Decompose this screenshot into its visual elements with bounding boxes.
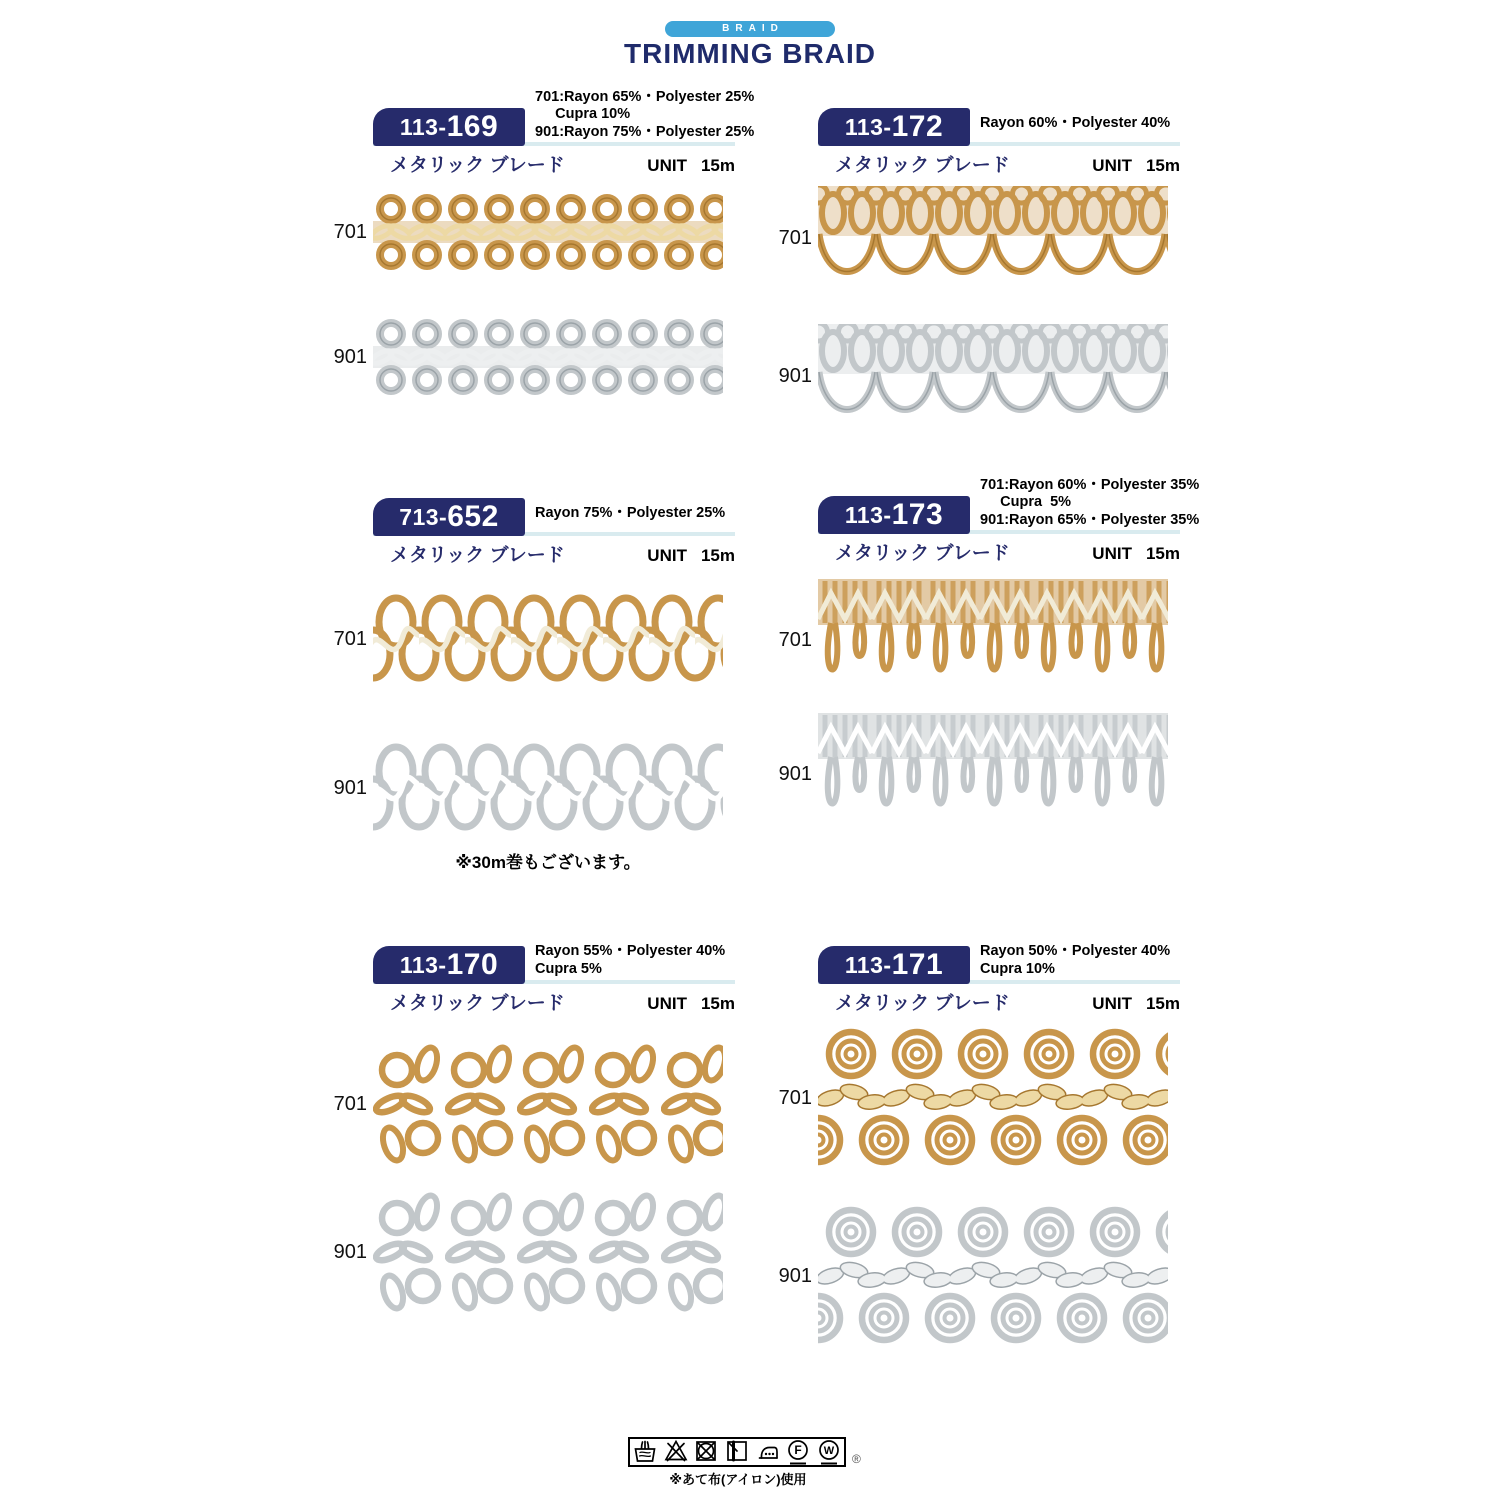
item-number-prefix: 113- [844,113,892,140]
composition-line: 701:Rayon 60%・Polyester 35% [980,476,1200,493]
hand-wash-icon [633,1438,657,1466]
braid-photo [373,194,723,270]
product-block [330,922,735,1318]
name-row [775,988,1180,1016]
braid-photo [373,592,723,686]
braid-photo [373,319,723,395]
item-number-main: 172 [891,110,944,143]
braid-photo [818,579,1168,701]
item-number-main: 173 [891,498,944,531]
braid-photo [818,1206,1168,1346]
variant-row-701 [330,592,735,686]
care-symbols-box [628,1437,846,1467]
product-header [775,922,1180,984]
name-row [775,538,1180,566]
item-number-prefix: 713- [399,503,448,530]
composition-line: Cupra 5% [980,494,1072,511]
composition-line: Rayon 55%・Polyester 40% [535,943,726,960]
variant-code-label: 901 [333,345,367,368]
product-block [775,922,1180,1346]
registered-trademark-symbol: ® [852,1452,861,1466]
composition-line: Rayon 60%・Polyester 40% [980,114,1171,131]
variant-row-901 [775,1206,1180,1346]
page-title: TRIMMING BRAID [624,38,876,69]
composition-line: 901:Rayon 75%・Polyester 25% [535,123,755,140]
wet-clean-w-icon [817,1438,841,1466]
unit-info [647,546,735,566]
product-name: メタリック ブレード [390,155,565,176]
braid-photo [373,741,723,835]
composition-line: 701:Rayon 65%・Polyester 25% [535,88,755,105]
unit-info [1092,156,1180,176]
product-name: メタリック ブレード [835,993,1010,1014]
item-number-prefix: 113- [844,501,892,528]
variant-code-label: 701 [333,627,367,650]
braid-photo [373,1186,723,1318]
composition [980,943,1182,978]
unit-info [1092,544,1180,564]
unit-value: 15m [700,546,735,565]
item-number-main: 170 [446,948,499,981]
item-number-badge [373,946,525,984]
do-not-bleach-icon [664,1438,688,1466]
name-row [330,540,735,568]
product-name: メタリック ブレード [835,543,1010,564]
product-header [330,84,755,146]
product-block [775,472,1200,835]
do-not-tumble-dry-icon [694,1438,718,1466]
unit-info [647,156,735,176]
name-row [330,150,735,178]
braid-photo [818,186,1168,290]
product-name: メタリック ブレード [390,993,565,1014]
unit-label: UNIT [1092,544,1132,563]
composition-line: Cupra 10% [535,106,631,123]
variant-code-label: 701 [778,226,812,249]
composition [535,505,737,522]
product-header [330,474,735,536]
variant-row-901 [775,324,1180,428]
variant-code-label: 701 [778,628,812,651]
svg-text:F: F [794,1443,802,1458]
product-name: メタリック ブレード [835,155,1010,176]
braid-photo [818,324,1168,428]
product-block [775,84,1180,428]
variant-row-901 [330,319,735,395]
unit-info [1092,994,1180,1014]
product-header [775,472,1200,534]
item-number-main: 169 [446,110,499,143]
variant-row-901 [330,1186,735,1318]
variant-row-701 [330,194,735,270]
variant-code-label: 901 [333,1240,367,1263]
item-number-prefix: 113- [399,951,447,978]
unit-label: UNIT [647,546,687,565]
item-number-badge [818,108,970,146]
item-number-main: 171 [891,948,944,981]
variant-code-label: 701 [333,220,367,243]
variant-row-701 [330,1038,735,1170]
composition [980,115,1182,132]
product-header [775,84,1180,146]
composition [535,943,737,978]
composition-line: Cupra 10% [980,960,1055,977]
unit-value: 15m [700,994,735,1013]
page-header [0,18,1500,70]
product-block [330,474,735,873]
name-row [330,988,735,1016]
composition [980,476,1200,529]
unit-value: 15m [1145,544,1180,563]
iron-with-cloth-icon [756,1438,780,1466]
variant-code-label: 901 [333,776,367,799]
composition-line: 901:Rayon 65%・Polyester 35% [980,511,1200,528]
svg-text:W: W [823,1445,834,1458]
braid-category-pill: BRAID [665,21,835,37]
unit-label: UNIT [647,994,687,1013]
name-row [775,150,1180,178]
unit-info [647,994,735,1014]
shade-dry-icon [725,1438,749,1466]
item-number-badge [818,496,970,534]
item-number-prefix: 113- [844,951,892,978]
unit-value: 15m [1145,156,1180,175]
item-number-main: 652 [447,500,499,533]
unit-label: UNIT [1092,994,1132,1013]
variant-code-label: 701 [333,1092,367,1115]
unit-value: 15m [1145,994,1180,1013]
product-header [330,922,735,984]
composition-line: Rayon 75%・Polyester 25% [535,504,726,521]
composition [535,88,755,141]
unit-label: UNIT [647,156,687,175]
item-number-prefix: 113- [399,113,447,140]
variant-code-label: 701 [778,1086,812,1109]
variant-code-label: 901 [778,364,812,387]
unit-value: 15m [700,156,735,175]
care-caption: ※あて布(アイロン)使用 [669,1472,807,1487]
item-number-badge [373,108,525,146]
product-block [330,84,755,395]
item-number-badge [373,498,525,536]
variant-row-901 [330,741,735,835]
variant-row-901 [775,713,1180,835]
unit-label: UNIT [1092,156,1132,175]
braid-photo [373,1038,723,1170]
variant-code-label: 901 [778,1264,812,1287]
composition-line: Cupra 5% [535,960,602,977]
braid-photo [818,1028,1168,1168]
product-note: ※30m巻もございます。 [455,853,641,872]
variant-row-701 [775,186,1180,290]
dry-clean-f-icon [786,1438,810,1466]
braid-photo [818,713,1168,835]
variant-row-701 [775,1028,1180,1168]
product-name: メタリック ブレード [390,545,565,566]
composition-line: Rayon 50%・Polyester 40% [980,943,1171,960]
variant-code-label: 901 [778,762,812,785]
item-number-badge [818,946,970,984]
variant-row-701 [775,579,1180,701]
